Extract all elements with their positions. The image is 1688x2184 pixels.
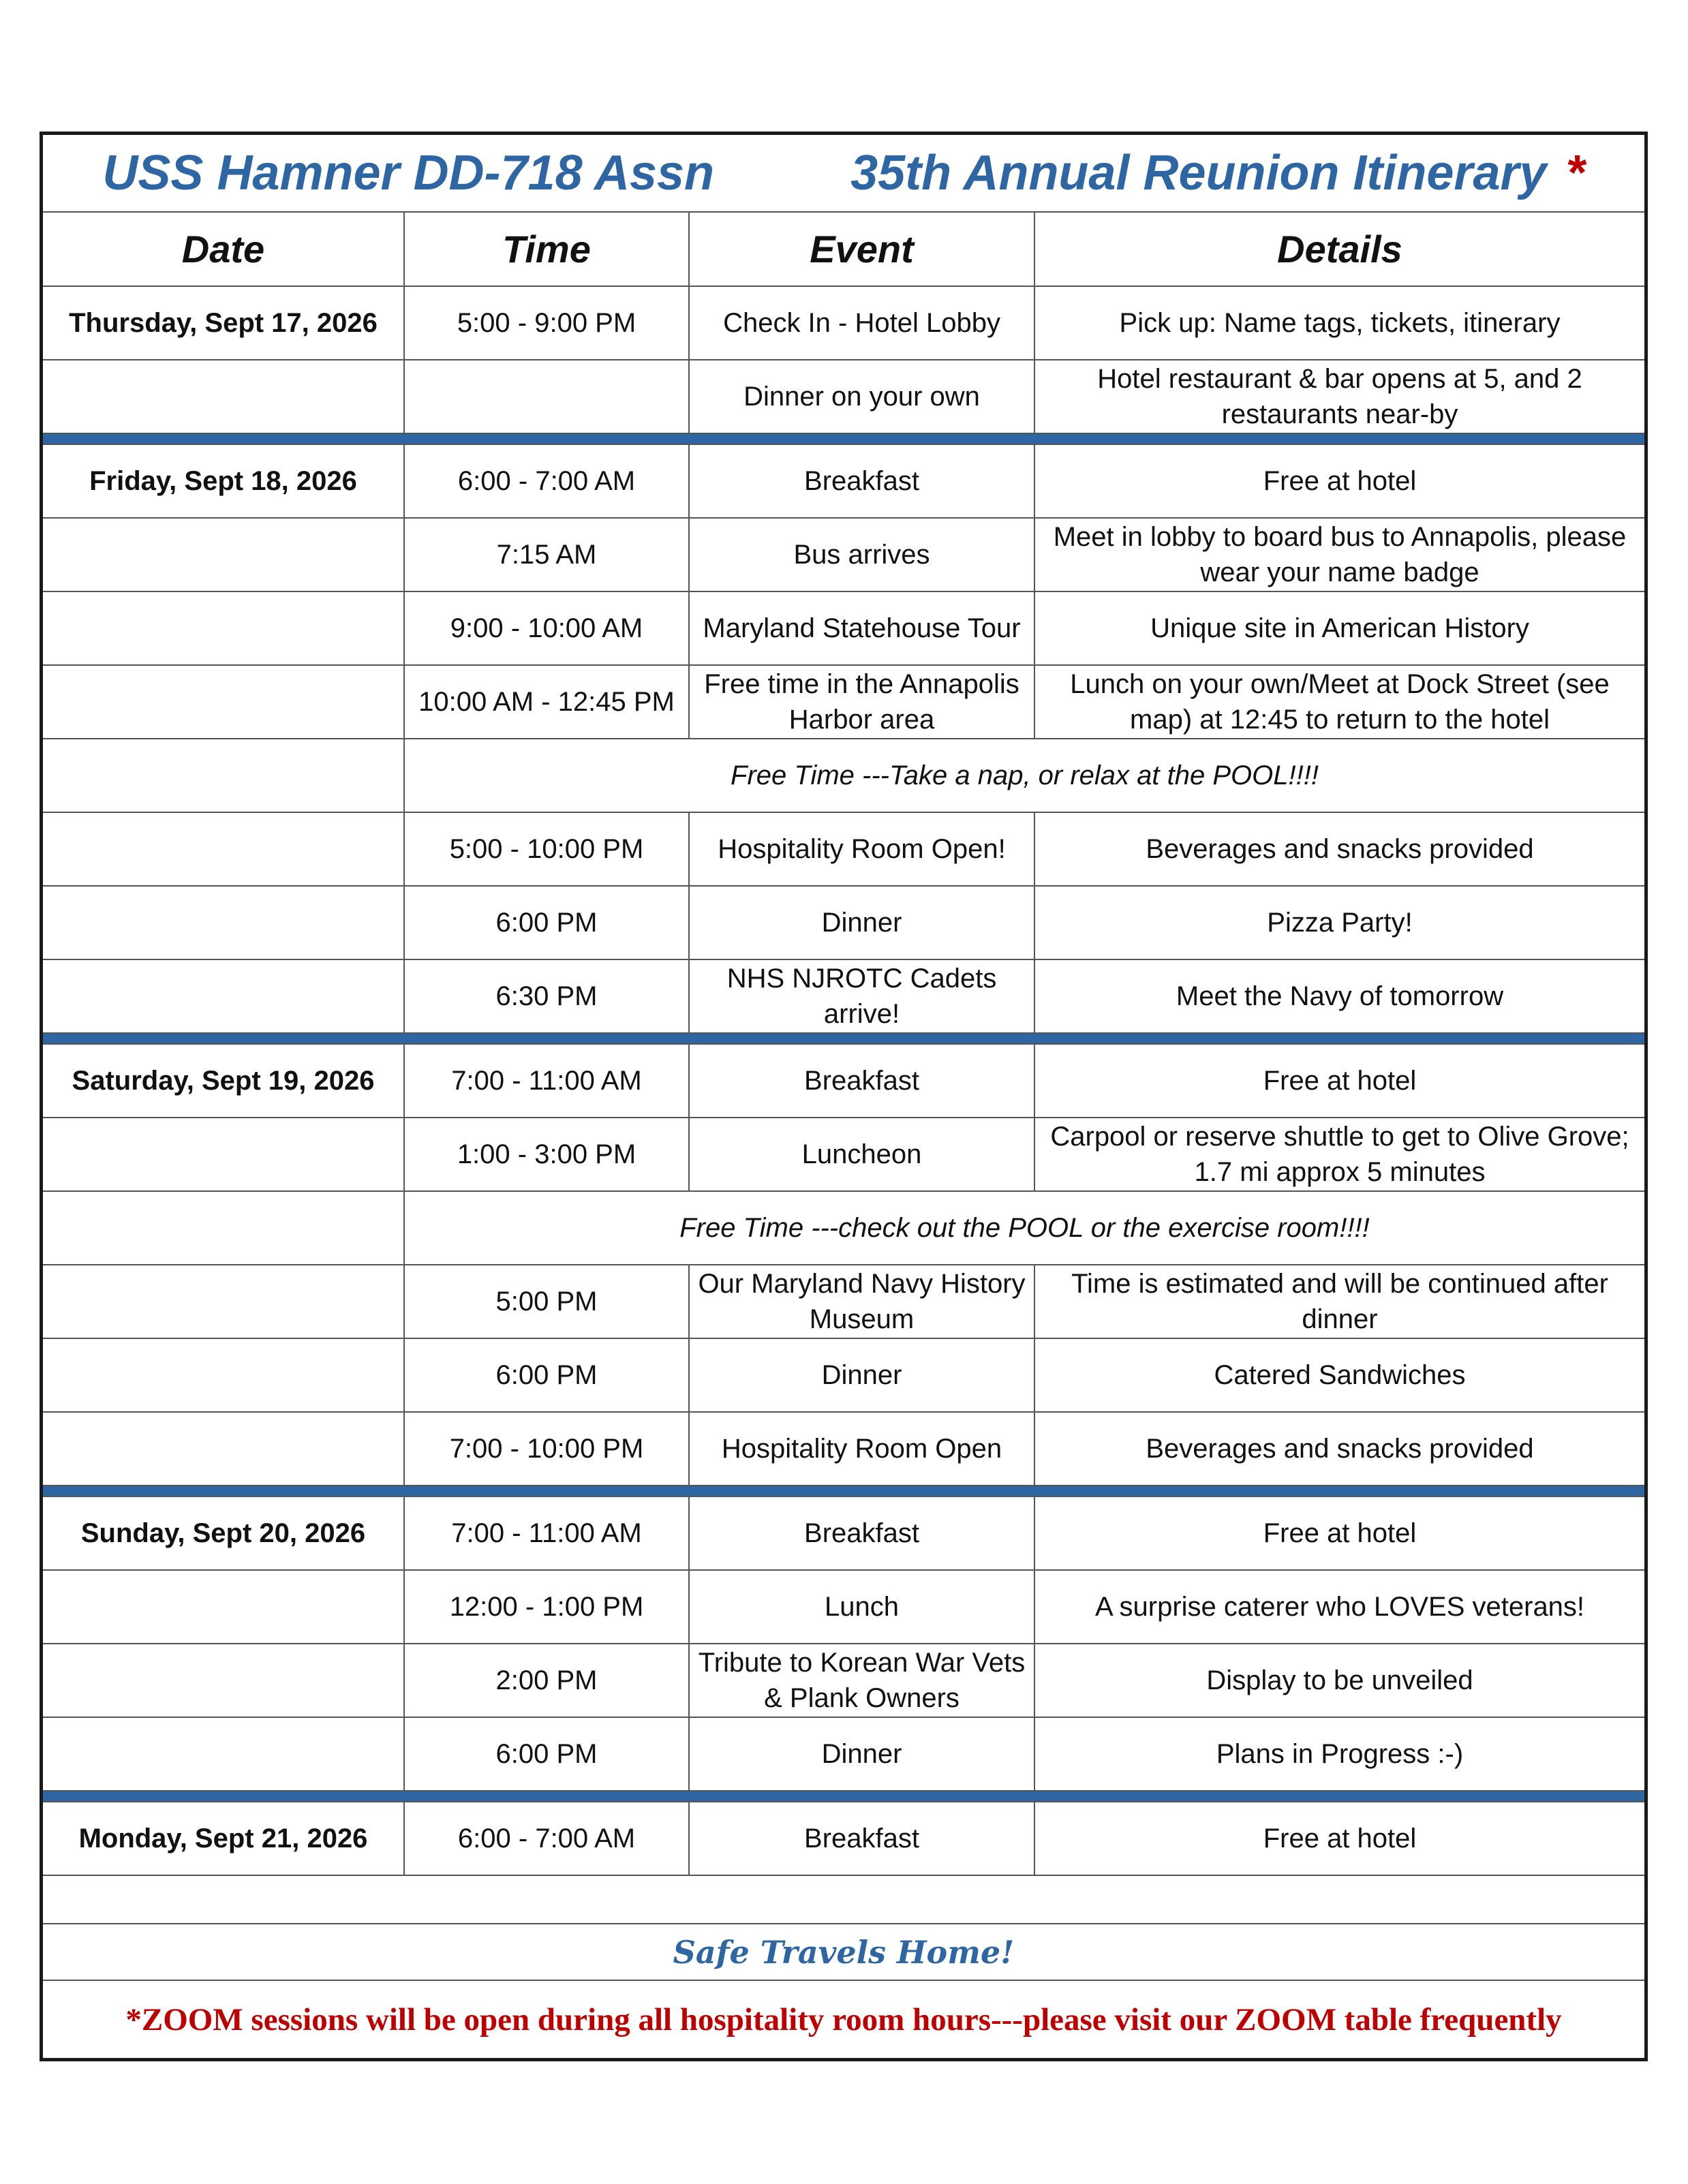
date-cell: [43, 1338, 404, 1412]
day-separator-bar: [43, 1486, 1644, 1496]
table-row: [43, 1570, 1644, 1644]
event-cell: Maryland Statehouse Tour: [689, 591, 1034, 665]
time-cell: 1:00 - 3:00 PM: [404, 1118, 689, 1191]
details-cell: Catered Sandwiches: [1034, 1338, 1644, 1412]
header-row: [43, 212, 1644, 286]
day-separator: [43, 433, 1644, 444]
header-details: Details: [1034, 212, 1644, 286]
event-cell: Free time in the Annapolis Harbor area: [689, 665, 1034, 739]
details-cell: Carpool or reserve shuttle to get to Olive Grove; 1.7 mi approx 5 minutes: [1034, 1118, 1644, 1191]
free-time-row: [43, 1191, 1644, 1265]
table-row: [43, 1802, 1644, 1875]
title-association: USS Hamner DD-718 Assn: [102, 146, 715, 200]
zoom-note-row: [43, 1981, 1644, 2058]
details-cell: Pizza Party!: [1034, 886, 1644, 959]
safe-travels-text: Safe Travels Home!: [673, 1933, 1015, 1971]
table-row: [43, 518, 1644, 591]
details-cell: Beverages and snacks provided: [1034, 1412, 1644, 1486]
table-row: [43, 1717, 1644, 1791]
free-time-row: [43, 739, 1644, 812]
time-cell: 10:00 AM - 12:45 PM: [404, 665, 689, 739]
time-cell: [404, 360, 689, 433]
itinerary-table: [43, 211, 1644, 1876]
details-cell: Plans in Progress :-): [1034, 1717, 1644, 1791]
date-cell: Sunday, Sept 20, 2026: [43, 1496, 404, 1570]
time-cell: 5:00 - 10:00 PM: [404, 812, 689, 886]
day-separator-bar: [43, 1791, 1644, 1802]
table-row: [43, 360, 1644, 433]
date-cell: Thursday, Sept 17, 2026: [43, 286, 404, 360]
time-cell: 7:15 AM: [404, 518, 689, 591]
event-cell: Hospitality Room Open!: [689, 812, 1034, 886]
event-cell: Dinner: [689, 1717, 1034, 1791]
event-cell: Hospitality Room Open: [689, 1412, 1034, 1486]
table-row: [43, 665, 1644, 739]
event-cell: Luncheon: [689, 1118, 1034, 1191]
details-cell: Display to be unveiled: [1034, 1644, 1644, 1717]
table-row: [43, 1044, 1644, 1118]
table-row: [43, 959, 1644, 1033]
title-itinerary: 35th Annual Reunion Itinerary: [850, 146, 1547, 200]
date-cell: Friday, Sept 18, 2026: [43, 444, 404, 518]
details-cell: Lunch on your own/Meet at Dock Street (see map) at 12:45 to return to the hotel: [1034, 665, 1644, 739]
date-cell: [43, 360, 404, 433]
free-time-note: Free Time ---check out the POOL or the exercise room!!!!: [404, 1191, 1644, 1265]
date-cell: Saturday, Sept 19, 2026: [43, 1044, 404, 1118]
table-row: [43, 812, 1644, 886]
table-row: [43, 1412, 1644, 1486]
zoom-note: *ZOOM sessions will be open during all hospitality room hours---please visit our ZOOM table frequently: [125, 2001, 1562, 2037]
title-row: [43, 135, 1644, 213]
time-cell: 5:00 PM: [404, 1265, 689, 1338]
date-cell: [43, 518, 404, 591]
event-cell: Check In - Hotel Lobby: [689, 286, 1034, 360]
event-cell: Lunch: [689, 1570, 1034, 1644]
details-cell: Meet the Navy of tomorrow: [1034, 959, 1644, 1033]
table-row: [43, 1496, 1644, 1570]
event-cell: Bus arrives: [689, 518, 1034, 591]
details-cell: Free at hotel: [1034, 1496, 1644, 1570]
table-row: [43, 444, 1644, 518]
page-title: [102, 145, 1584, 201]
date-cell: [43, 665, 404, 739]
date-cell: [43, 812, 404, 886]
time-cell: 6:00 PM: [404, 886, 689, 959]
date-cell: [43, 591, 404, 665]
details-cell: Meet in lobby to board bus to Annapolis, please wear your name badge: [1034, 518, 1644, 591]
details-cell: Free at hotel: [1034, 1802, 1644, 1875]
table-row: [43, 1118, 1644, 1191]
time-cell: 2:00 PM: [404, 1644, 689, 1717]
itinerary-sheet: [40, 132, 1648, 2061]
event-cell: Dinner: [689, 886, 1034, 959]
time-cell: 9:00 - 10:00 AM: [404, 591, 689, 665]
time-cell: 7:00 - 11:00 AM: [404, 1044, 689, 1118]
table-row: [43, 286, 1644, 360]
date-cell: [43, 1265, 404, 1338]
table-row: [43, 1644, 1644, 1717]
time-cell: 6:00 PM: [404, 1717, 689, 1791]
time-cell: 6:00 - 7:00 AM: [404, 1802, 689, 1875]
day-separator-bar: [43, 1033, 1644, 1044]
time-cell: 6:00 - 7:00 AM: [404, 444, 689, 518]
time-cell: 6:00 PM: [404, 1338, 689, 1412]
details-cell: A surprise caterer who LOVES veterans!: [1034, 1570, 1644, 1644]
header-date: Date: [43, 212, 404, 286]
event-cell: Our Maryland Navy History Museum: [689, 1265, 1034, 1338]
date-cell: [43, 1191, 404, 1265]
event-cell: Tribute to Korean War Vets & Plank Owners: [689, 1644, 1034, 1717]
time-cell: 7:00 - 10:00 PM: [404, 1412, 689, 1486]
title-asterisk: *: [1565, 146, 1585, 200]
safe-travels-row: [43, 1923, 1644, 1981]
event-cell: Breakfast: [689, 1044, 1034, 1118]
free-time-note: Free Time ---Take a nap, or relax at the POOL!!!!: [404, 739, 1644, 812]
event-cell: Dinner on your own: [689, 360, 1034, 433]
header-event: Event: [689, 212, 1034, 286]
details-cell: Hotel restaurant & bar opens at 5, and 2 restaurants near-by: [1034, 360, 1644, 433]
date-cell: [43, 1412, 404, 1486]
event-cell: Breakfast: [689, 444, 1034, 518]
date-cell: [43, 1717, 404, 1791]
table-row: [43, 591, 1644, 665]
table-row: [43, 1265, 1644, 1338]
details-cell: Pick up: Name tags, tickets, itinerary: [1034, 286, 1644, 360]
time-cell: 6:30 PM: [404, 959, 689, 1033]
date-cell: [43, 1118, 404, 1191]
event-cell: Dinner: [689, 1338, 1034, 1412]
details-cell: Free at hotel: [1034, 1044, 1644, 1118]
details-cell: Unique site in American History: [1034, 591, 1644, 665]
date-cell: [43, 886, 404, 959]
details-cell: Time is estimated and will be continued after dinner: [1034, 1265, 1644, 1338]
time-cell: 5:00 - 9:00 PM: [404, 286, 689, 360]
event-cell: NHS NJROTC Cadets arrive!: [689, 959, 1034, 1033]
date-cell: Monday, Sept 21, 2026: [43, 1802, 404, 1875]
header-time: Time: [404, 212, 689, 286]
event-cell: Breakfast: [689, 1802, 1034, 1875]
details-cell: Free at hotel: [1034, 444, 1644, 518]
day-separator: [43, 1486, 1644, 1496]
table-row: [43, 886, 1644, 959]
event-cell: Breakfast: [689, 1496, 1034, 1570]
table-row: [43, 1338, 1644, 1412]
day-separator-bar: [43, 433, 1644, 444]
day-separator: [43, 1791, 1644, 1802]
date-cell: [43, 1570, 404, 1644]
date-cell: [43, 739, 404, 812]
time-cell: 7:00 - 11:00 AM: [404, 1496, 689, 1570]
date-cell: [43, 1644, 404, 1717]
details-cell: Beverages and snacks provided: [1034, 812, 1644, 886]
date-cell: [43, 959, 404, 1033]
time-cell: 12:00 - 1:00 PM: [404, 1570, 689, 1644]
day-separator: [43, 1033, 1644, 1044]
